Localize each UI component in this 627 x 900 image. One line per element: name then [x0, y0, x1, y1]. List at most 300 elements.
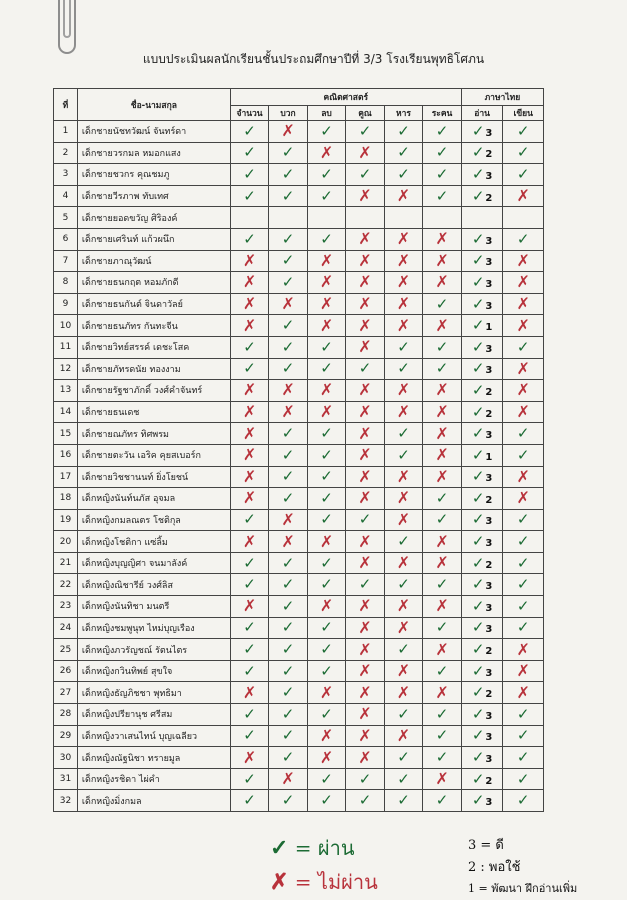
student-name: เด็กชายณภัทร ทิศพรม	[77, 423, 230, 445]
reading-level: 3	[485, 797, 493, 809]
fail-cross-icon: ✗	[281, 531, 295, 551]
pass-check-icon: ✓	[471, 143, 485, 162]
math-count-cell	[230, 272, 268, 294]
pass-check-icon: ✓	[471, 661, 485, 680]
thai-read-cell	[461, 121, 503, 143]
math-mixed-cell	[423, 768, 462, 790]
thai-read-cell	[461, 250, 503, 272]
pass-check-icon: ✓	[358, 164, 372, 183]
math-mixed-cell	[423, 380, 462, 402]
thai-write-cell	[503, 725, 544, 747]
row-number: 28	[54, 704, 78, 726]
pass-check-icon: ✓	[516, 748, 530, 767]
pass-check-icon: ✓	[358, 575, 372, 594]
row-number: 24	[54, 617, 78, 639]
reading-level: 3	[485, 343, 493, 355]
fail-cross-icon: ✗	[516, 661, 530, 681]
pass-check-icon: ✓	[281, 791, 295, 810]
pass-check-icon: ✓	[516, 726, 530, 745]
math-add-cell	[269, 488, 307, 510]
student-name: เด็กหญิงณัฐนิชา ทรายมูล	[77, 747, 230, 769]
math-count-cell	[230, 250, 268, 272]
math-count-cell	[230, 185, 268, 207]
row-number: 2	[54, 142, 78, 164]
pass-check-icon: ✓	[243, 661, 256, 680]
fail-cross-icon: ✗	[242, 531, 257, 551]
pass-check-icon: ✓	[471, 164, 485, 183]
pass-check-icon: ✓	[471, 704, 485, 723]
fail-cross-icon: ✗	[396, 315, 411, 335]
table-row	[54, 401, 544, 423]
math-subtract-cell	[307, 574, 345, 596]
fail-cross-icon: ✗	[516, 358, 530, 378]
student-name: เด็กชายวรกมล หมอกแสง	[77, 142, 230, 164]
math-count-cell	[230, 682, 268, 704]
reading-level: 3	[485, 300, 493, 312]
reading-level: 3	[485, 538, 493, 550]
row-number: 8	[54, 272, 78, 294]
pass-check-icon: ✓	[516, 704, 530, 723]
reading-level: 2	[485, 386, 493, 398]
math-multiply-cell	[346, 315, 384, 337]
thai-read-cell	[461, 380, 503, 402]
fail-cross-icon: ✗	[396, 272, 411, 292]
math-add-cell	[269, 293, 307, 315]
fail-cross-icon: ✗	[281, 380, 295, 400]
pass-check-icon: ✓	[397, 164, 410, 183]
fail-cross-icon: ✗	[242, 466, 257, 486]
fail-cross-icon: ✗	[396, 402, 411, 422]
pass-check-icon: ✓	[435, 704, 449, 723]
fail-cross-icon: ✗	[242, 488, 257, 508]
pass-check-icon: ✓	[281, 704, 295, 723]
math-divide-cell	[384, 142, 422, 164]
pass-check-icon: ✓	[516, 164, 530, 183]
pass-check-icon: ✓	[471, 596, 485, 615]
reading-level: 3	[485, 516, 493, 528]
pass-check-icon: ✓	[435, 488, 449, 507]
student-name: เด็กหญิงกมลณตร โชติกุล	[77, 509, 230, 531]
pass-check-icon: ✓	[516, 769, 530, 788]
fail-cross-icon: ✗	[319, 250, 334, 270]
pass-check-icon: ✓	[516, 229, 530, 248]
header-thai-read: อ่าน	[461, 106, 503, 121]
pass-check-icon: ✓	[320, 424, 333, 443]
fail-cross-icon: ✗	[396, 596, 411, 616]
pass-check-icon: ✓	[471, 316, 485, 335]
thai-read-cell	[461, 790, 503, 812]
fail-cross-icon: ✗	[242, 682, 257, 702]
fail-cross-icon: ✗	[242, 294, 257, 314]
pass-check-icon: ✓	[471, 748, 485, 767]
thai-write-cell	[503, 250, 544, 272]
pass-check-icon: ✓	[397, 445, 410, 464]
math-multiply-cell	[346, 228, 384, 250]
pass-check-icon: ✓	[243, 640, 256, 659]
thai-write-cell	[503, 660, 544, 682]
table-row	[54, 250, 544, 272]
student-name: เด็กชายชวกร คุณชมภู	[77, 164, 230, 186]
table-row	[54, 164, 544, 186]
thai-write-cell	[503, 272, 544, 294]
math-subtract-cell	[307, 293, 345, 315]
row-number: 21	[54, 552, 78, 574]
student-name: เด็กชายยอดขวัญ ศิริองค์	[77, 207, 230, 229]
pass-check-icon: ✓	[243, 229, 256, 248]
fail-cross-icon: ✗	[358, 315, 372, 335]
header-math-mixed: ระคน	[423, 106, 462, 121]
thai-write-cell	[503, 488, 544, 510]
math-mixed-cell	[423, 725, 462, 747]
math-add-cell	[269, 509, 307, 531]
reading-level: 2	[485, 494, 493, 506]
student-name: เด็กชายเศรินท์ แก้วผนึก	[77, 228, 230, 250]
fail-cross-icon: ✗	[396, 294, 411, 314]
thai-write-cell	[503, 704, 544, 726]
pass-check-icon: ✓	[516, 553, 530, 572]
fail-cross-icon: ✗	[242, 402, 257, 422]
math-multiply-cell	[346, 617, 384, 639]
fail-cross-icon: ✗	[242, 380, 257, 400]
thai-read-cell	[461, 142, 503, 164]
math-divide-cell	[384, 423, 422, 445]
fail-cross-icon: ✗	[516, 380, 530, 400]
math-mixed-cell	[423, 747, 462, 769]
reading-level: 3	[485, 624, 493, 636]
math-divide-cell	[384, 121, 422, 143]
fail-cross-icon: ✗	[358, 617, 372, 637]
reading-level: 2	[485, 775, 493, 787]
math-count-cell	[230, 660, 268, 682]
reading-level: 1	[485, 451, 493, 463]
row-number: 13	[54, 380, 78, 402]
thai-read-cell	[461, 488, 503, 510]
pass-check-icon: ✓	[435, 661, 449, 680]
math-multiply-cell	[346, 509, 384, 531]
fail-cross-icon: ✗	[358, 294, 372, 314]
row-number: 12	[54, 358, 78, 380]
math-add-cell	[269, 639, 307, 661]
pass-check-icon: ✓	[516, 424, 530, 443]
pass-check-icon: ✓	[516, 445, 530, 464]
fail-cross-icon: ✗	[358, 186, 372, 206]
pass-check-icon: ✓	[435, 337, 449, 356]
math-multiply-cell	[346, 164, 384, 186]
math-subtract-cell	[307, 358, 345, 380]
pass-check-icon: ✓	[243, 553, 256, 572]
pass-check-icon: ✓	[281, 488, 295, 507]
pass-check-icon: ✓	[320, 488, 333, 507]
math-add-cell	[269, 574, 307, 596]
fail-cross-icon: ✗	[435, 272, 449, 292]
math-add-cell	[269, 423, 307, 445]
math-subtract-cell	[307, 660, 345, 682]
pass-check-icon: ✓	[516, 143, 530, 162]
pass-check-icon: ✓	[358, 121, 372, 140]
legend-level-3: 3 = ดี	[468, 838, 504, 853]
math-divide-cell	[384, 531, 422, 553]
math-mixed-cell	[423, 293, 462, 315]
math-add-cell	[269, 617, 307, 639]
fail-cross-icon: ✗	[358, 337, 372, 357]
math-multiply-cell	[346, 704, 384, 726]
pass-check-icon: ✓	[435, 186, 449, 205]
student-name: เด็กหญิงนันทิชา มนตรี	[77, 596, 230, 618]
fail-cross-icon: ✗	[358, 682, 372, 702]
table-row	[54, 444, 544, 466]
pass-check-icon: ✓	[320, 640, 333, 659]
pass-check-icon: ✓	[435, 143, 449, 162]
thai-write-cell	[503, 336, 544, 358]
pass-check-icon: ✓	[397, 575, 410, 594]
math-count-cell	[230, 380, 268, 402]
fail-cross-icon: ✗	[396, 229, 411, 249]
pass-check-icon: ✓	[471, 294, 485, 313]
math-add-cell	[269, 207, 307, 229]
math-subtract-cell	[307, 207, 345, 229]
math-subtract-cell	[307, 552, 345, 574]
pass-check-icon: ✓	[397, 769, 410, 788]
fail-cross-icon: ✗	[435, 682, 449, 702]
math-divide-cell	[384, 336, 422, 358]
fail-cross-icon: ✗	[358, 747, 372, 767]
thai-read-cell	[461, 272, 503, 294]
pass-check-icon: ✓	[281, 251, 295, 270]
pass-check-icon: ✓	[435, 359, 449, 378]
pass-check-icon: ✓	[397, 704, 410, 723]
row-number: 16	[54, 444, 78, 466]
fail-cross-icon: ✗	[319, 380, 334, 400]
thai-read-cell	[461, 747, 503, 769]
math-count-cell	[230, 488, 268, 510]
legend-pass-check-icon: ✓	[270, 835, 289, 861]
pass-check-icon: ✓	[243, 769, 256, 788]
math-add-cell	[269, 725, 307, 747]
row-number: 19	[54, 509, 78, 531]
row-number: 18	[54, 488, 78, 510]
math-mixed-cell	[423, 164, 462, 186]
pass-check-icon: ✓	[471, 186, 485, 205]
thai-read-cell	[461, 660, 503, 682]
pass-check-icon: ✓	[281, 229, 295, 248]
pass-check-icon: ✓	[516, 575, 530, 594]
math-subtract-cell	[307, 185, 345, 207]
pass-check-icon: ✓	[243, 791, 256, 810]
pass-check-icon: ✓	[516, 510, 530, 529]
thai-read-cell	[461, 315, 503, 337]
pass-check-icon: ✓	[243, 618, 256, 637]
math-add-cell	[269, 336, 307, 358]
legend-pass	[270, 832, 355, 864]
legend-level-2: 2 : พอใช้	[468, 860, 521, 875]
row-number: 5	[54, 207, 78, 229]
thai-write-cell	[503, 444, 544, 466]
student-name: เด็กหญิงรชิดา ไผ่คำ	[77, 768, 230, 790]
fail-cross-icon: ✗	[319, 142, 334, 162]
pass-check-icon: ✓	[516, 791, 530, 810]
math-subtract-cell	[307, 531, 345, 553]
fail-cross-icon: ✗	[435, 639, 449, 659]
reading-level: 3	[485, 127, 493, 139]
student-name: เด็กหญิงโชติกา แซ่ลิ้ม	[77, 531, 230, 553]
fail-cross-icon: ✗	[358, 272, 372, 292]
pass-check-icon: ✓	[320, 445, 333, 464]
header-thai: ภาษาไทย	[461, 89, 543, 106]
math-count-cell	[230, 747, 268, 769]
thai-write-cell	[503, 380, 544, 402]
fail-cross-icon: ✗	[358, 402, 372, 422]
fail-cross-icon: ✗	[435, 229, 449, 249]
math-subtract-cell	[307, 790, 345, 812]
math-add-cell	[269, 272, 307, 294]
fail-cross-icon: ✗	[435, 380, 449, 400]
row-number: 30	[54, 747, 78, 769]
thai-read-cell	[461, 228, 503, 250]
reading-level: 2	[485, 689, 493, 701]
fail-cross-icon: ✗	[435, 315, 449, 335]
math-count-cell	[230, 768, 268, 790]
fail-cross-icon: ✗	[281, 121, 295, 141]
assessment-table	[53, 88, 544, 812]
math-add-cell	[269, 358, 307, 380]
fail-cross-icon: ✗	[396, 250, 411, 270]
fail-cross-icon: ✗	[435, 250, 449, 270]
math-divide-cell	[384, 185, 422, 207]
fail-cross-icon: ✗	[358, 142, 372, 162]
pass-check-icon: ✓	[320, 186, 333, 205]
thai-write-cell	[503, 790, 544, 812]
pass-check-icon: ✓	[358, 791, 372, 810]
fail-cross-icon: ✗	[242, 315, 257, 335]
table-row	[54, 121, 544, 143]
reading-level: 2	[485, 192, 493, 204]
math-subtract-cell	[307, 423, 345, 445]
fail-cross-icon: ✗	[358, 704, 372, 724]
pass-check-icon: ✓	[397, 532, 410, 551]
row-number: 6	[54, 228, 78, 250]
math-add-cell	[269, 315, 307, 337]
math-subtract-cell	[307, 725, 345, 747]
thai-read-cell	[461, 401, 503, 423]
reading-level: 3	[485, 581, 493, 593]
table-row	[54, 380, 544, 402]
fail-cross-icon: ✗	[281, 402, 295, 422]
math-count-cell	[230, 423, 268, 445]
math-divide-cell	[384, 401, 422, 423]
pass-check-icon: ✓	[320, 553, 333, 572]
math-subtract-cell	[307, 509, 345, 531]
math-count-cell	[230, 596, 268, 618]
math-count-cell	[230, 725, 268, 747]
pass-check-icon: ✓	[281, 272, 295, 291]
fail-cross-icon: ✗	[516, 186, 530, 206]
fail-cross-icon: ✗	[358, 531, 372, 551]
pass-check-icon: ✓	[320, 164, 333, 183]
pass-check-icon: ✓	[243, 337, 256, 356]
row-number: 22	[54, 574, 78, 596]
math-subtract-cell	[307, 639, 345, 661]
student-name: เด็กชายธนกฤต หอมภักดี	[77, 272, 230, 294]
math-multiply-cell	[346, 466, 384, 488]
math-subtract-cell	[307, 164, 345, 186]
table-row	[54, 531, 544, 553]
reading-level: 2	[485, 559, 493, 571]
row-number: 11	[54, 336, 78, 358]
student-name: เด็กหญิงชมพูนุท ไหม่บุญเรือง	[77, 617, 230, 639]
math-divide-cell	[384, 272, 422, 294]
pass-check-icon: ✓	[516, 618, 530, 637]
math-multiply-cell	[346, 790, 384, 812]
math-count-cell	[230, 639, 268, 661]
math-add-cell	[269, 747, 307, 769]
math-mixed-cell	[423, 574, 462, 596]
math-mixed-cell	[423, 682, 462, 704]
fail-cross-icon: ✗	[242, 423, 257, 443]
math-multiply-cell	[346, 444, 384, 466]
thai-write-cell	[503, 401, 544, 423]
pass-check-icon: ✓	[397, 143, 410, 162]
row-number: 7	[54, 250, 78, 272]
pass-check-icon: ✓	[471, 229, 485, 248]
page-title: แบบประเมินผลนักเรียนชั้นประถมศึกษาปีที่ 3/3 โรงเรียนพุทธิโศภน	[142, 52, 485, 66]
table-row	[54, 293, 544, 315]
fail-cross-icon: ✗	[435, 553, 449, 573]
fail-cross-icon: ✗	[358, 250, 372, 270]
pass-check-icon: ✓	[397, 121, 410, 140]
legend-fail-cross-icon: ✗	[270, 869, 289, 895]
thai-read-cell	[461, 768, 503, 790]
fail-cross-icon: ✗	[319, 272, 334, 292]
fail-cross-icon: ✗	[516, 466, 530, 486]
pass-check-icon: ✓	[471, 424, 485, 443]
reading-level: 3	[485, 667, 493, 679]
pass-check-icon: ✓	[281, 683, 295, 702]
thai-read-cell	[461, 704, 503, 726]
math-count-cell	[230, 531, 268, 553]
math-mixed-cell	[423, 790, 462, 812]
table-row	[54, 768, 544, 790]
fail-cross-icon: ✗	[516, 488, 530, 508]
student-name: เด็กหญิงปรียานุช ศรีสม	[77, 704, 230, 726]
pass-check-icon: ✓	[471, 532, 485, 551]
fail-cross-icon: ✗	[358, 553, 372, 573]
thai-read-cell	[461, 466, 503, 488]
math-multiply-cell	[346, 380, 384, 402]
pass-check-icon: ✓	[516, 532, 530, 551]
row-number: 9	[54, 293, 78, 315]
student-name: เด็กชายวิชชานนท์ ยิ่งโยชน์	[77, 466, 230, 488]
pass-check-icon: ✓	[397, 640, 410, 659]
thai-read-cell	[461, 423, 503, 445]
pass-check-icon: ✓	[320, 359, 333, 378]
pass-check-icon: ✓	[471, 769, 485, 788]
fail-cross-icon: ✗	[319, 596, 334, 616]
thai-write-cell	[503, 207, 544, 229]
thai-write-cell	[503, 185, 544, 207]
thai-read-cell	[461, 336, 503, 358]
reading-level: 2	[485, 149, 493, 161]
pass-check-icon: ✓	[281, 316, 295, 335]
row-number: 14	[54, 401, 78, 423]
table-row	[54, 466, 544, 488]
pass-check-icon: ✓	[281, 575, 295, 594]
reading-level: 3	[485, 365, 493, 377]
pass-check-icon: ✓	[281, 640, 295, 659]
math-add-cell	[269, 185, 307, 207]
math-divide-cell	[384, 660, 422, 682]
thai-read-cell	[461, 596, 503, 618]
fail-cross-icon: ✗	[358, 466, 372, 486]
